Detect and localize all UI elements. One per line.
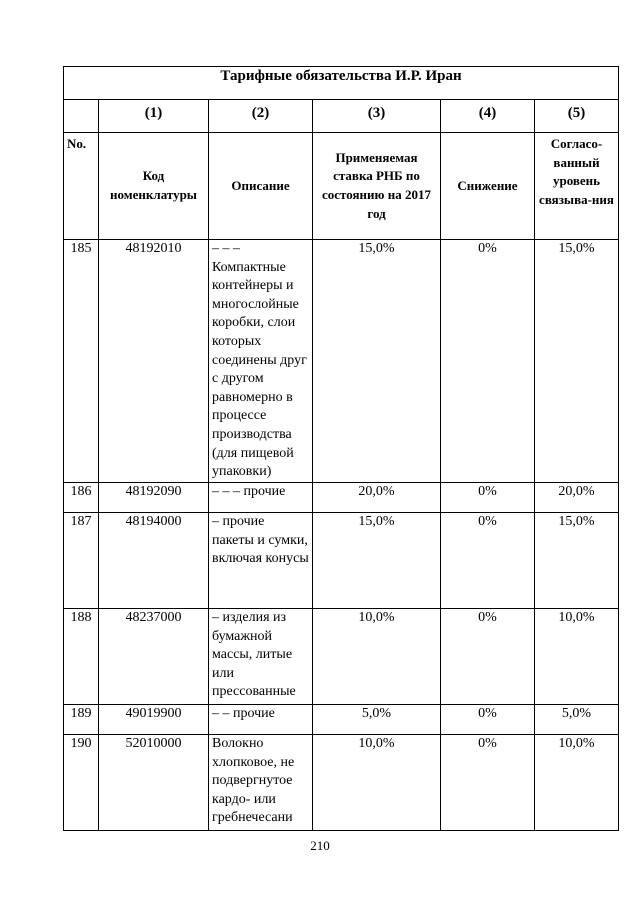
header-rate: Применяемая ставка РНБ по состоянию на 2017 год xyxy=(313,133,441,240)
row-code: 49019900 xyxy=(99,705,209,735)
column-number-row xyxy=(64,100,619,133)
column-number-blank xyxy=(64,100,99,133)
row-bound: 5,0% xyxy=(535,705,619,735)
row-code: 48192090 xyxy=(99,483,209,513)
row-reduction: 0% xyxy=(441,735,535,831)
tariff-table xyxy=(63,66,619,831)
title-row xyxy=(64,67,619,100)
row-no: 189 xyxy=(64,705,99,735)
row-no: 190 xyxy=(64,735,99,831)
table-title: Тарифные обязательства И.Р. Иран xyxy=(64,67,619,100)
row-code: 52010000 xyxy=(99,735,209,831)
column-number-5: (5) xyxy=(535,100,619,133)
row-description: – прочие пакеты и сумки, включая конусы xyxy=(209,513,313,609)
column-number-2: (2) xyxy=(209,100,313,133)
header-reduction: Снижение xyxy=(441,133,535,240)
row-no: 187 xyxy=(64,513,99,609)
table-row xyxy=(64,483,619,513)
column-number-1: (1) xyxy=(99,100,209,133)
table-row xyxy=(64,735,619,831)
row-bound: 15,0% xyxy=(535,240,619,483)
row-bound: 10,0% xyxy=(535,609,619,705)
row-rate: 10,0% xyxy=(313,609,441,705)
row-bound: 10,0% xyxy=(535,735,619,831)
table-row xyxy=(64,609,619,705)
row-rate: 5,0% xyxy=(313,705,441,735)
row-description: – – – Компактные контейнеры и многослойные коробки, слои которых соединены друг с другом равномерно в процессе производства (для пищевой упаковки) xyxy=(209,240,313,483)
header-row xyxy=(64,133,619,240)
header-bound: Согласо-ванный уровень связыва-ния xyxy=(535,133,619,240)
row-reduction: 0% xyxy=(441,483,535,513)
row-description: Волокно хлопковое, не подвергнутое кардо- или гребнечесани xyxy=(209,735,313,831)
table-row xyxy=(64,705,619,735)
row-reduction: 0% xyxy=(441,513,535,609)
row-description: – – – прочие xyxy=(209,483,313,513)
row-description: – – прочие xyxy=(209,705,313,735)
row-code: 48237000 xyxy=(99,609,209,705)
column-number-4: (4) xyxy=(441,100,535,133)
row-rate: 15,0% xyxy=(313,240,441,483)
row-bound: 20,0% xyxy=(535,483,619,513)
row-reduction: 0% xyxy=(441,609,535,705)
row-description: – изделия из бумажной массы, литые или прессованные xyxy=(209,609,313,705)
row-reduction: 0% xyxy=(441,240,535,483)
row-reduction: 0% xyxy=(441,705,535,735)
row-no: 185 xyxy=(64,240,99,483)
table-row xyxy=(64,513,619,609)
header-description: Описание xyxy=(209,133,313,240)
page-number: 210 xyxy=(310,838,330,853)
row-bound: 15,0% xyxy=(535,513,619,609)
row-rate: 10,0% xyxy=(313,735,441,831)
header-code: Код номенклатуры xyxy=(99,133,209,240)
column-number-3: (3) xyxy=(313,100,441,133)
row-rate: 15,0% xyxy=(313,513,441,609)
table-row xyxy=(64,240,619,483)
row-code: 48194000 xyxy=(99,513,209,609)
row-code: 48192010 xyxy=(99,240,209,483)
row-no: 186 xyxy=(64,483,99,513)
row-no: 188 xyxy=(64,609,99,705)
header-no: No. xyxy=(64,133,99,240)
row-rate: 20,0% xyxy=(313,483,441,513)
